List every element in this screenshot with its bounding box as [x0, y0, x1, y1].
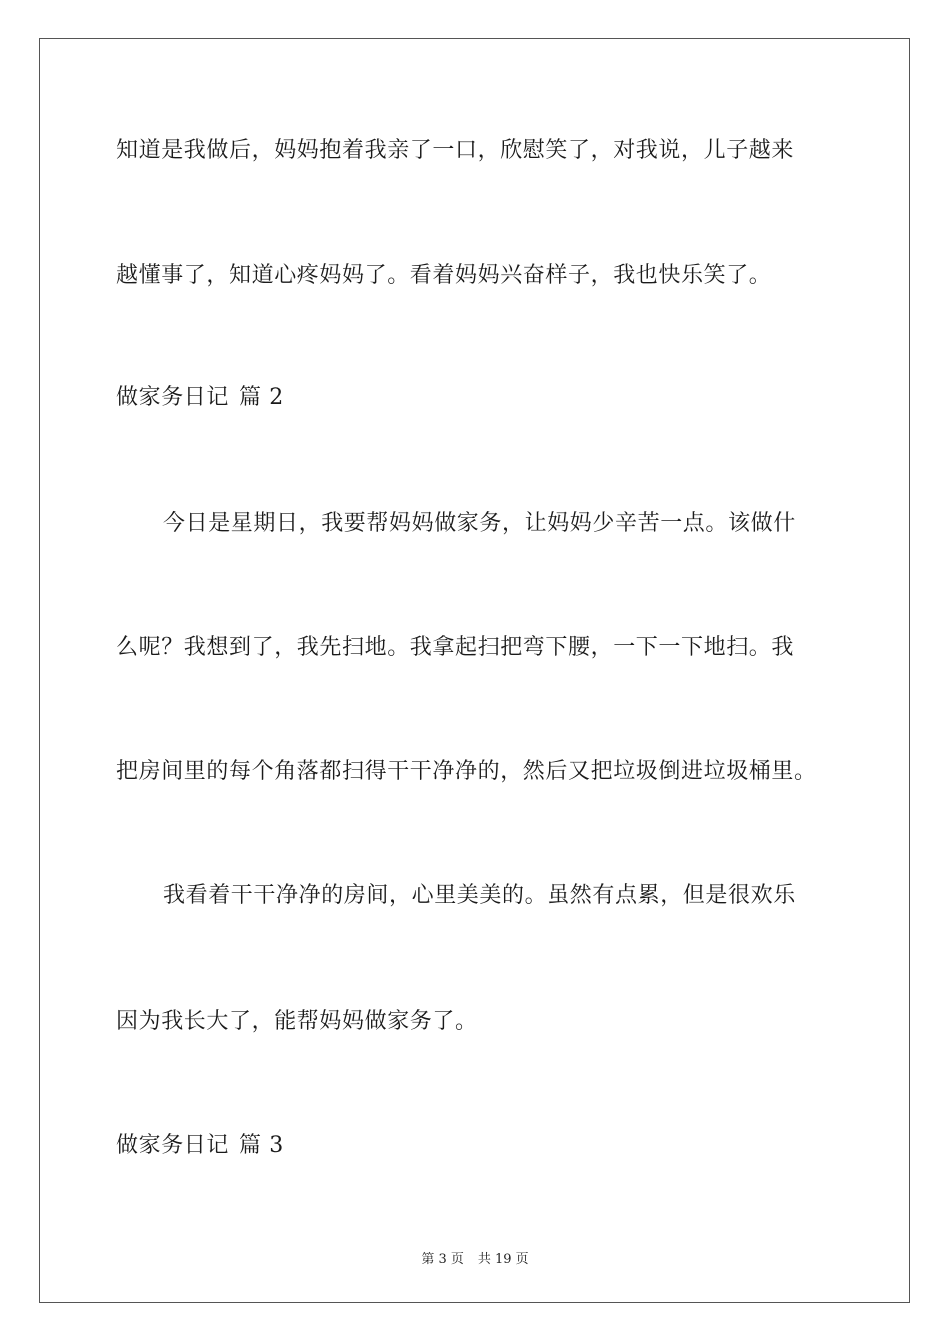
page-border: [39, 38, 910, 1303]
heading-3: [116, 1131, 284, 1161]
heading-3-number: 篇 3: [239, 1133, 284, 1158]
paragraph-3-line-1: 我看着干干净净的房间，心里美美的。虽然有点累，但是很欢乐: [163, 883, 796, 908]
paragraph-2-line-1: 今日是星期日，我要帮妈妈做家务，让妈妈少辛苦一点。该做什: [163, 511, 796, 536]
page-number: 第 3 页: [421, 1252, 464, 1267]
paragraph-3-line-2: 因为我长大了，能帮妈妈做家务了。: [116, 1009, 478, 1034]
heading-2-title: 做家务日记: [116, 385, 230, 410]
paragraph-2-line-2: 么呢？我想到了，我先扫地。我拿起扫把弯下腰，一下一下地扫。我: [116, 635, 795, 660]
page-footer: [0, 1248, 950, 1267]
paragraph-1-line-2: 越懂事了，知道心疼妈妈了。看着妈妈兴奋样子，我也快乐笑了。: [116, 263, 772, 288]
total-pages: 共 19 页: [477, 1252, 529, 1267]
heading-3-title: 做家务日记: [116, 1133, 230, 1158]
paragraph-2-line-3: 把房间里的每个角落都扫得干干净净的，然后又把垃圾倒进垃圾桶里。: [116, 759, 817, 784]
heading-2-number: 篇 2: [239, 385, 284, 410]
paragraph-1-line-1: 知道是我做后，妈妈抱着我亲了一口，欣慰笑了，对我说，儿子越来: [116, 138, 795, 163]
heading-2: [116, 383, 284, 413]
